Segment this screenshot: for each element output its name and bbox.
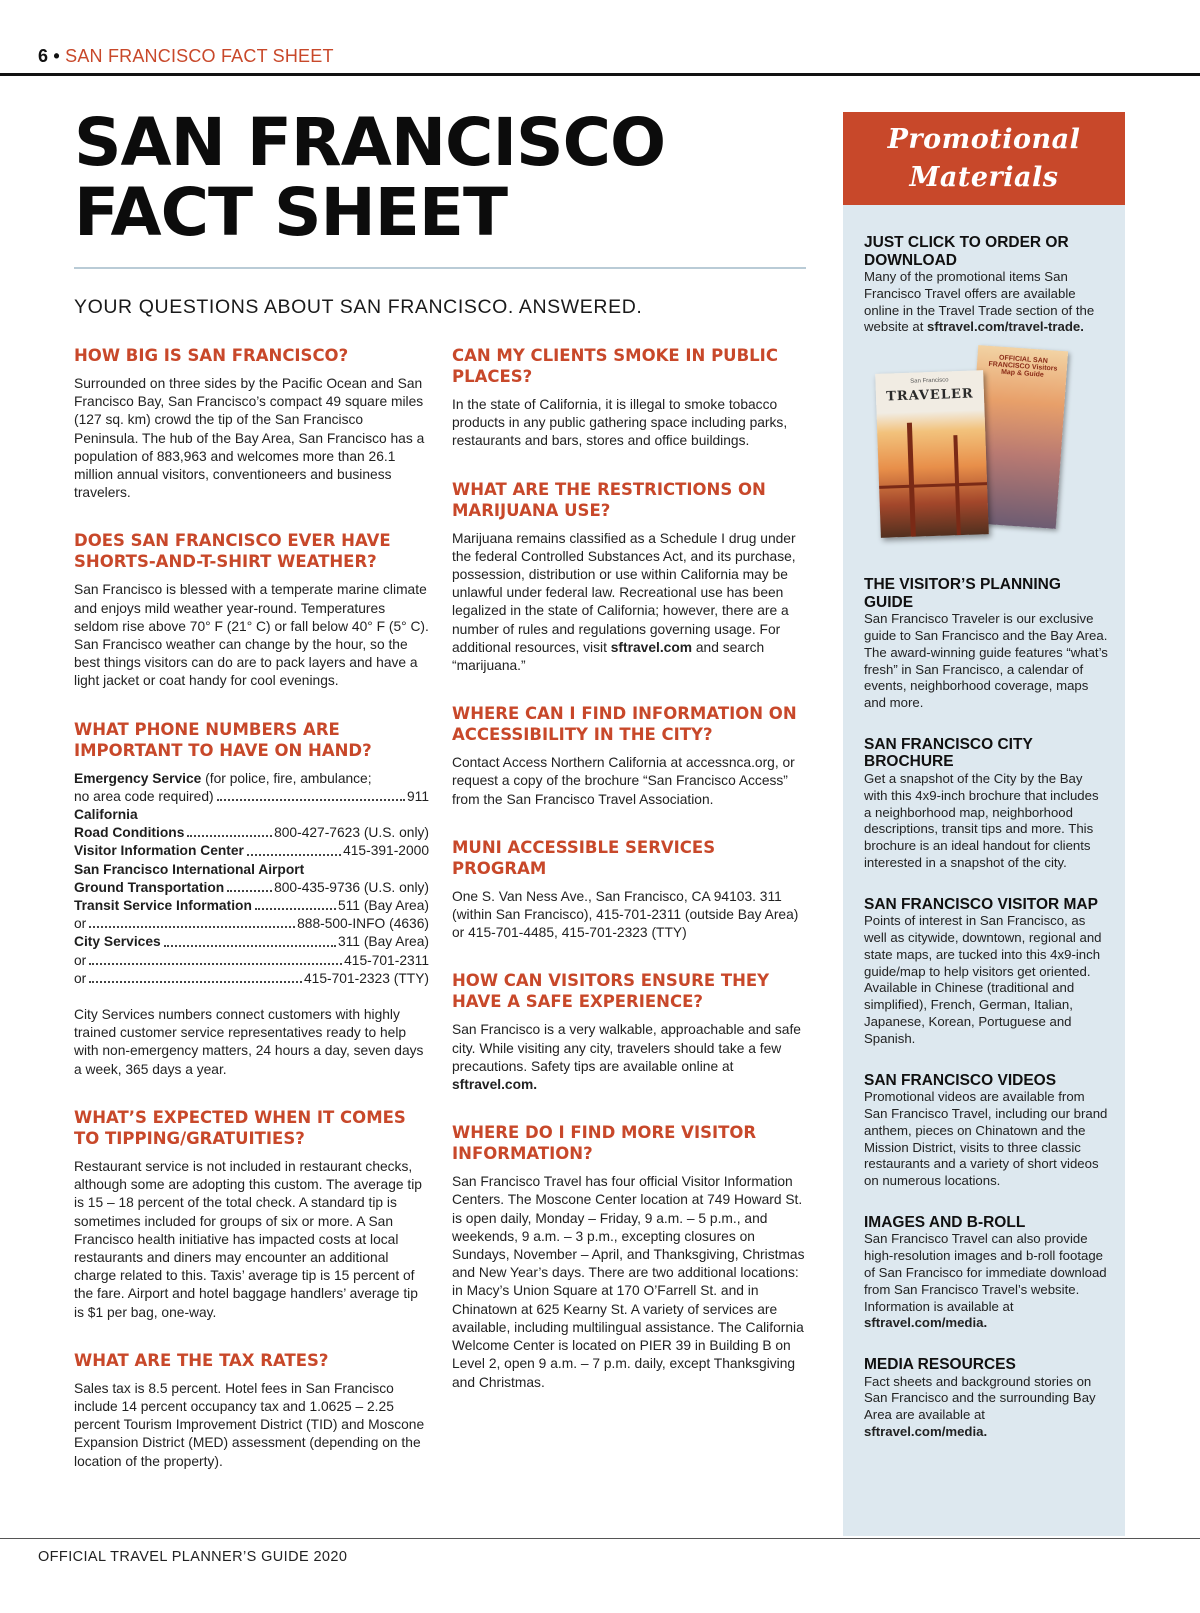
- phone-or: or: [74, 952, 87, 968]
- promo-item-head: SAN FRANCISCO VIDEOS: [864, 1071, 1057, 1089]
- page-subtitle: YOUR QUESTIONS ABOUT SAN FRANCISCO. ANSWERED.: [74, 296, 643, 318]
- sftravel-link[interactable]: sftravel.com: [610, 639, 693, 655]
- phone-transit-alt-row: [74, 915, 429, 933]
- leader-dots: [255, 908, 336, 910]
- header-rule: [0, 73, 1200, 76]
- promo-item-body: Points of interest in San Francisco, as well as citywide, downtown, regional and state maps, are tucked into this 4x9-inch guide/map to help visitors get oriented. Available in Chinese (traditional and simplified), French, German, Italian, Japanese, Korean, Portuguese and Spanish.: [864, 913, 1102, 1046]
- promo-item-body: [864, 1374, 1109, 1441]
- leader-dots: [89, 963, 342, 965]
- faq-smoke: [452, 345, 807, 451]
- footer-rule: [0, 1538, 1200, 1539]
- leader-dots: [187, 835, 272, 837]
- faq-answer: Contact Access Northern California at accessnca.org, or request a copy of the brochure “San Francisco Access” from the San Francisco Travel Association.: [452, 755, 795, 807]
- leader-dots: [164, 945, 336, 947]
- leader-dots: [89, 926, 295, 928]
- promo-images: [864, 1214, 1109, 1332]
- promo-item-body: Promotional videos are available from San Francisco Travel, including our brand anthem, pieces on Chinatown and the Mission District, visits to three classic restaurants and a variety of short videos on numerous locations.: [864, 1089, 1108, 1189]
- faq-answer: City Services numbers connect customers with highly trained customer service representatives ready to help with non-emergency matters, 24 hours a day, seven days a week, 365 days a year.: [74, 1007, 424, 1077]
- promo-text: San Francisco Travel can also provide high-resolution images and b-roll footage of San Francisco for immediate download from San Francisco Travel’s website. Information is available at: [864, 1231, 1107, 1314]
- phone-emergency-row: [74, 788, 429, 806]
- faq-question: WHERE CAN I FIND INFORMATION ON ACCESSIBILITY IN THE CITY?: [452, 704, 797, 745]
- leader-dots: [227, 890, 272, 892]
- promo-item-body: Get a snapshot of the City by the Bay with this 4x9-inch brochure that includes a neighborhood map, neighborhood descriptions, transit tips and more. This brochure is an ideal handout for clients interested in a snapshot of the city.: [864, 770, 1099, 870]
- page-title: [74, 104, 794, 251]
- faq-muni: [452, 837, 807, 943]
- promo-item-head: JUST CLICK TO ORDER OR DOWNLOAD: [864, 234, 1069, 269]
- promo-heading-line2: Materials: [909, 162, 1059, 193]
- page-footer: OFFICIAL TRAVEL PLANNER’S GUIDE 2020: [38, 1549, 348, 1565]
- promo-media: [864, 1356, 1109, 1441]
- faq-safety: [452, 970, 807, 1094]
- faq-answer: [452, 1021, 807, 1094]
- phone-label: Road Conditions: [74, 825, 185, 841]
- faq-question: HOW CAN VISITORS ENSURE THEY HAVE A SAFE EXPERIENCE?: [452, 971, 770, 1012]
- faq-weather: [74, 530, 429, 690]
- faq-answer: Sales tax is 8.5 percent. Hotel fees in San Francisco include 14 percent occupancy tax and 1.0625 – 2.25 percent Tourism Improvement District (TID) and Moscone Expansion District (MED) assessment (depending on the location of the property).: [74, 1380, 425, 1469]
- bridge-deck-icon: [879, 482, 987, 489]
- promo-item-body: [864, 269, 1109, 336]
- title-rule: [74, 267, 806, 269]
- faq-answer: In the state of California, it is illegal to smoke tobacco products in any public gathering space including parks, restaurants and bars, stores and office buildings.: [452, 397, 788, 449]
- faq-question: WHAT’S EXPECTED WHEN IT COMES TO TIPPING/GRATUITIES?: [74, 1107, 406, 1148]
- answer-text: San Francisco is a very walkable, approachable and safe city. While visiting any city, travelers should take a few precautions. Safety tips are available online at: [452, 1022, 801, 1074]
- faq-size: [74, 345, 429, 502]
- promo-item-head: SAN FRANCISCO CITY BROCHURE: [864, 735, 1033, 771]
- faq-question: CAN MY CLIENTS SMOKE IN PUBLIC PLACES?: [452, 346, 778, 386]
- faq-answer: Restaurant service is not included in restaurant checks, although some are adopting this custom. The average tip is 15 – 18 percent of the total check. A standard tip is sometimes included for groups of six or more. A San Francisco health initiative has impacted costs at local restaurants and diners may encounter an additional charge related to this. Taxis’ average tip is 15 percent of the fare. Airport and hotel baggage handlers’ average tip is $1 per bag, one-way.: [74, 1158, 422, 1320]
- promo-order: [864, 234, 1109, 336]
- media-link[interactable]: sftravel.com/media.: [864, 1315, 988, 1331]
- phone-or: or: [74, 916, 87, 932]
- phone-city-row: [74, 933, 429, 951]
- page-number: 6: [38, 46, 49, 66]
- phone-number: 415-391-2000: [343, 843, 429, 859]
- phone-desc: no area code required): [74, 788, 214, 804]
- faq-tax: [74, 1350, 429, 1471]
- faq-accessibility: [452, 703, 807, 809]
- phone-number: 800-435-9736 (U.S. only): [274, 879, 429, 895]
- phone-number: 911: [407, 788, 429, 804]
- promo-item-head: IMAGES AND B-ROLL: [864, 1213, 1026, 1231]
- faq-visitor-info: [452, 1122, 807, 1391]
- promo-list: [864, 234, 1109, 1465]
- promo-sidebar: [843, 112, 1125, 1536]
- faq-question: WHAT ARE THE TAX RATES?: [74, 1350, 329, 1370]
- faq-question: HOW BIG IS SAN FRANCISCO?: [74, 346, 349, 365]
- promo-guide: [864, 576, 1109, 712]
- promo-city-brochure: [864, 736, 1109, 872]
- promo-item-body: San Francisco Traveler is our exclusive guide to San Francisco and the Bay Area. The award-winning guide features “what’s fresh” in San Francisco, a calendar of events, neighborhood coverage, maps and more.: [864, 611, 1108, 711]
- leader-dots: [217, 799, 405, 801]
- faq-marijuana: [452, 479, 807, 676]
- faq-question: DOES SAN FRANCISCO EVER HAVE SHORTS-AND-T-SHIRT WEATHER?: [74, 531, 391, 572]
- magazine-kicker: San Francisco: [910, 377, 949, 385]
- phone-group-label: [74, 806, 429, 824]
- traveler-magazine: [875, 370, 989, 538]
- faq-question: WHAT PHONE NUMBERS ARE IMPORTANT TO HAVE ON HAND?: [74, 719, 372, 760]
- promo-item-head: MEDIA RESOURCES: [864, 1356, 1016, 1374]
- page-title-line1: SAN FRANCISCO: [74, 104, 666, 181]
- page-title-line2: FACT SHEET: [74, 174, 507, 251]
- phone-label: California: [74, 807, 138, 823]
- brochure-title: OFFICIAL SAN FRANCISCO Visitors Map & Guide: [988, 354, 1058, 379]
- promo-heading: [843, 112, 1125, 205]
- phone-ground-row: [74, 879, 429, 897]
- faq-answer: San Francisco Travel has four official Visitor Information Centers. The Moscone Center location at 749 Howard St. is open daily, Monday – Friday, 9 a.m. – 5 p.m., and weekends, 9 a.m. – 3 p.m., excepting closures on Sundays, November – April, and Thanksgiving, Christmas and New Year’s days. There are two additional locations: in Macy’s Union Square at 170 O’Farrell St. and in Chinatown at 625 Kearny St. A variety of services are available, including multilingual assistance. The California Welcome Center is located on PIER 39 in Building B on Level 2, open 9 a.m. – 7 p.m. daily, except Thanksgiving and Christmas.: [452, 1174, 805, 1390]
- faq-question: MUNI ACCESSIBLE SERVICES PROGRAM: [452, 837, 716, 878]
- faq-phones: [74, 719, 429, 1079]
- promo-heading-line1: Promotional: [887, 124, 1081, 155]
- phone-city-alt2-row: [74, 970, 429, 988]
- phone-label: Emergency Service: [74, 770, 202, 786]
- bridge-tower-icon: [907, 423, 916, 537]
- phone-road-row: [74, 824, 429, 842]
- phone-transit-row: [74, 897, 429, 915]
- promo-text: Many of the promotional items San Francisco Travel offers are available online in the Travel Trade section of the website at: [864, 269, 1095, 335]
- promo-videos: [864, 1072, 1109, 1190]
- page-header: [38, 46, 334, 67]
- phone-number: 415-701-2311: [344, 952, 429, 968]
- phone-number: 311 (Bay Area): [337, 934, 429, 950]
- promo-item-head: SAN FRANCISCO VISITOR MAP: [864, 895, 1098, 913]
- phone-label: Transit Service Information: [74, 898, 252, 914]
- sftravel-link[interactable]: sftravel.com.: [452, 1077, 538, 1093]
- faq-answer: San Francisco is blessed with a temperate marine climate and enjoys mild weather year-round. Temperatures seldom rise above 70° F (21° C) or fall below 40° F (5° C). San Francisco weather can change by the hour, so the best things visitors can do are to pack layers and have a light jacket or coat handy for cool evenings.: [74, 582, 429, 689]
- leader-dots: [89, 981, 302, 983]
- faq-question: WHERE DO I FIND MORE VISITOR INFORMATION?: [452, 1123, 757, 1164]
- promo-item-body: [864, 1231, 1109, 1332]
- phone-number: 888-500-INFO (4636): [297, 916, 429, 932]
- faq-answer: [452, 530, 807, 676]
- faq-answer: One S. Van Ness Ave., San Francisco, CA 94103. 311 (within San Francisco), 415-701-2311 (outside Bay Area) or 415-701-4485, 415-701-2323 (TTY): [452, 888, 799, 941]
- magazine-title: TRAVELER: [885, 386, 974, 405]
- phone-emergency: [74, 770, 429, 788]
- faq-answer: Surrounded on three sides by the Pacific Ocean and San Francisco Bay, San Francisco’s compact 49 square miles (127 sq. km) crowd the tip of the San Francisco Peninsula. The hub of the Bay Area, San Francisco has a population of 883,963 and welcomes more than 26.1 million annual visitors, conventioneers and business travelers.: [74, 376, 425, 501]
- phone-label: City Services: [74, 934, 161, 950]
- leader-dots: [247, 854, 341, 856]
- answer-text: Marijuana remains classified as a Schedule I drug under the federal Controlled Substances Act, and its purchase, possession, distribution or use within California may be unlawful under federal law. Recreational use has been legalized in the state of California; however, there are a number of rules and regulations governing usage. For additional resources, visit: [452, 530, 796, 655]
- phone-or: or: [74, 970, 87, 986]
- promo-visitor-map: [864, 896, 1109, 1048]
- phone-number: 415-701-2323 (TTY): [303, 970, 429, 986]
- spacer: [74, 988, 429, 1006]
- left-column: [74, 345, 429, 1499]
- phone-visitor-row: [74, 842, 429, 860]
- media-link[interactable]: sftravel.com/media.: [864, 1424, 988, 1440]
- travel-trade-link[interactable]: sftravel.com/travel-trade.: [927, 319, 1084, 335]
- header-title: SAN FRANCISCO FACT SHEET: [65, 46, 334, 66]
- phone-number: 800-427-7623 (U.S. only): [274, 825, 429, 841]
- promo-text: Fact sheets and background stories on San Francisco and the surrounding Bay Area are available at: [864, 1373, 1096, 1423]
- faq-question: WHAT ARE THE RESTRICTIONS ON MARIJUANA USE?: [452, 479, 766, 520]
- phone-label: San Francisco International Airport: [74, 861, 305, 877]
- phone-label: Ground Transportation: [74, 879, 225, 895]
- phone-label: Visitor Information Center: [74, 843, 244, 859]
- answer-text: and search “marijuana.”: [452, 639, 765, 674]
- faq-tipping: [74, 1107, 429, 1322]
- brochure-image: [864, 348, 1109, 548]
- promo-item-head: THE VISITOR’S PLANNING GUIDE: [864, 576, 1061, 611]
- header-separator: •: [53, 46, 60, 66]
- middle-column: [452, 345, 807, 1420]
- phone-desc: (for police, fire, ambulance;: [201, 770, 372, 786]
- phone-number: 511 (Bay Area): [337, 898, 429, 914]
- phone-group-label: [74, 861, 429, 879]
- phone-city-alt1-row: [74, 952, 429, 970]
